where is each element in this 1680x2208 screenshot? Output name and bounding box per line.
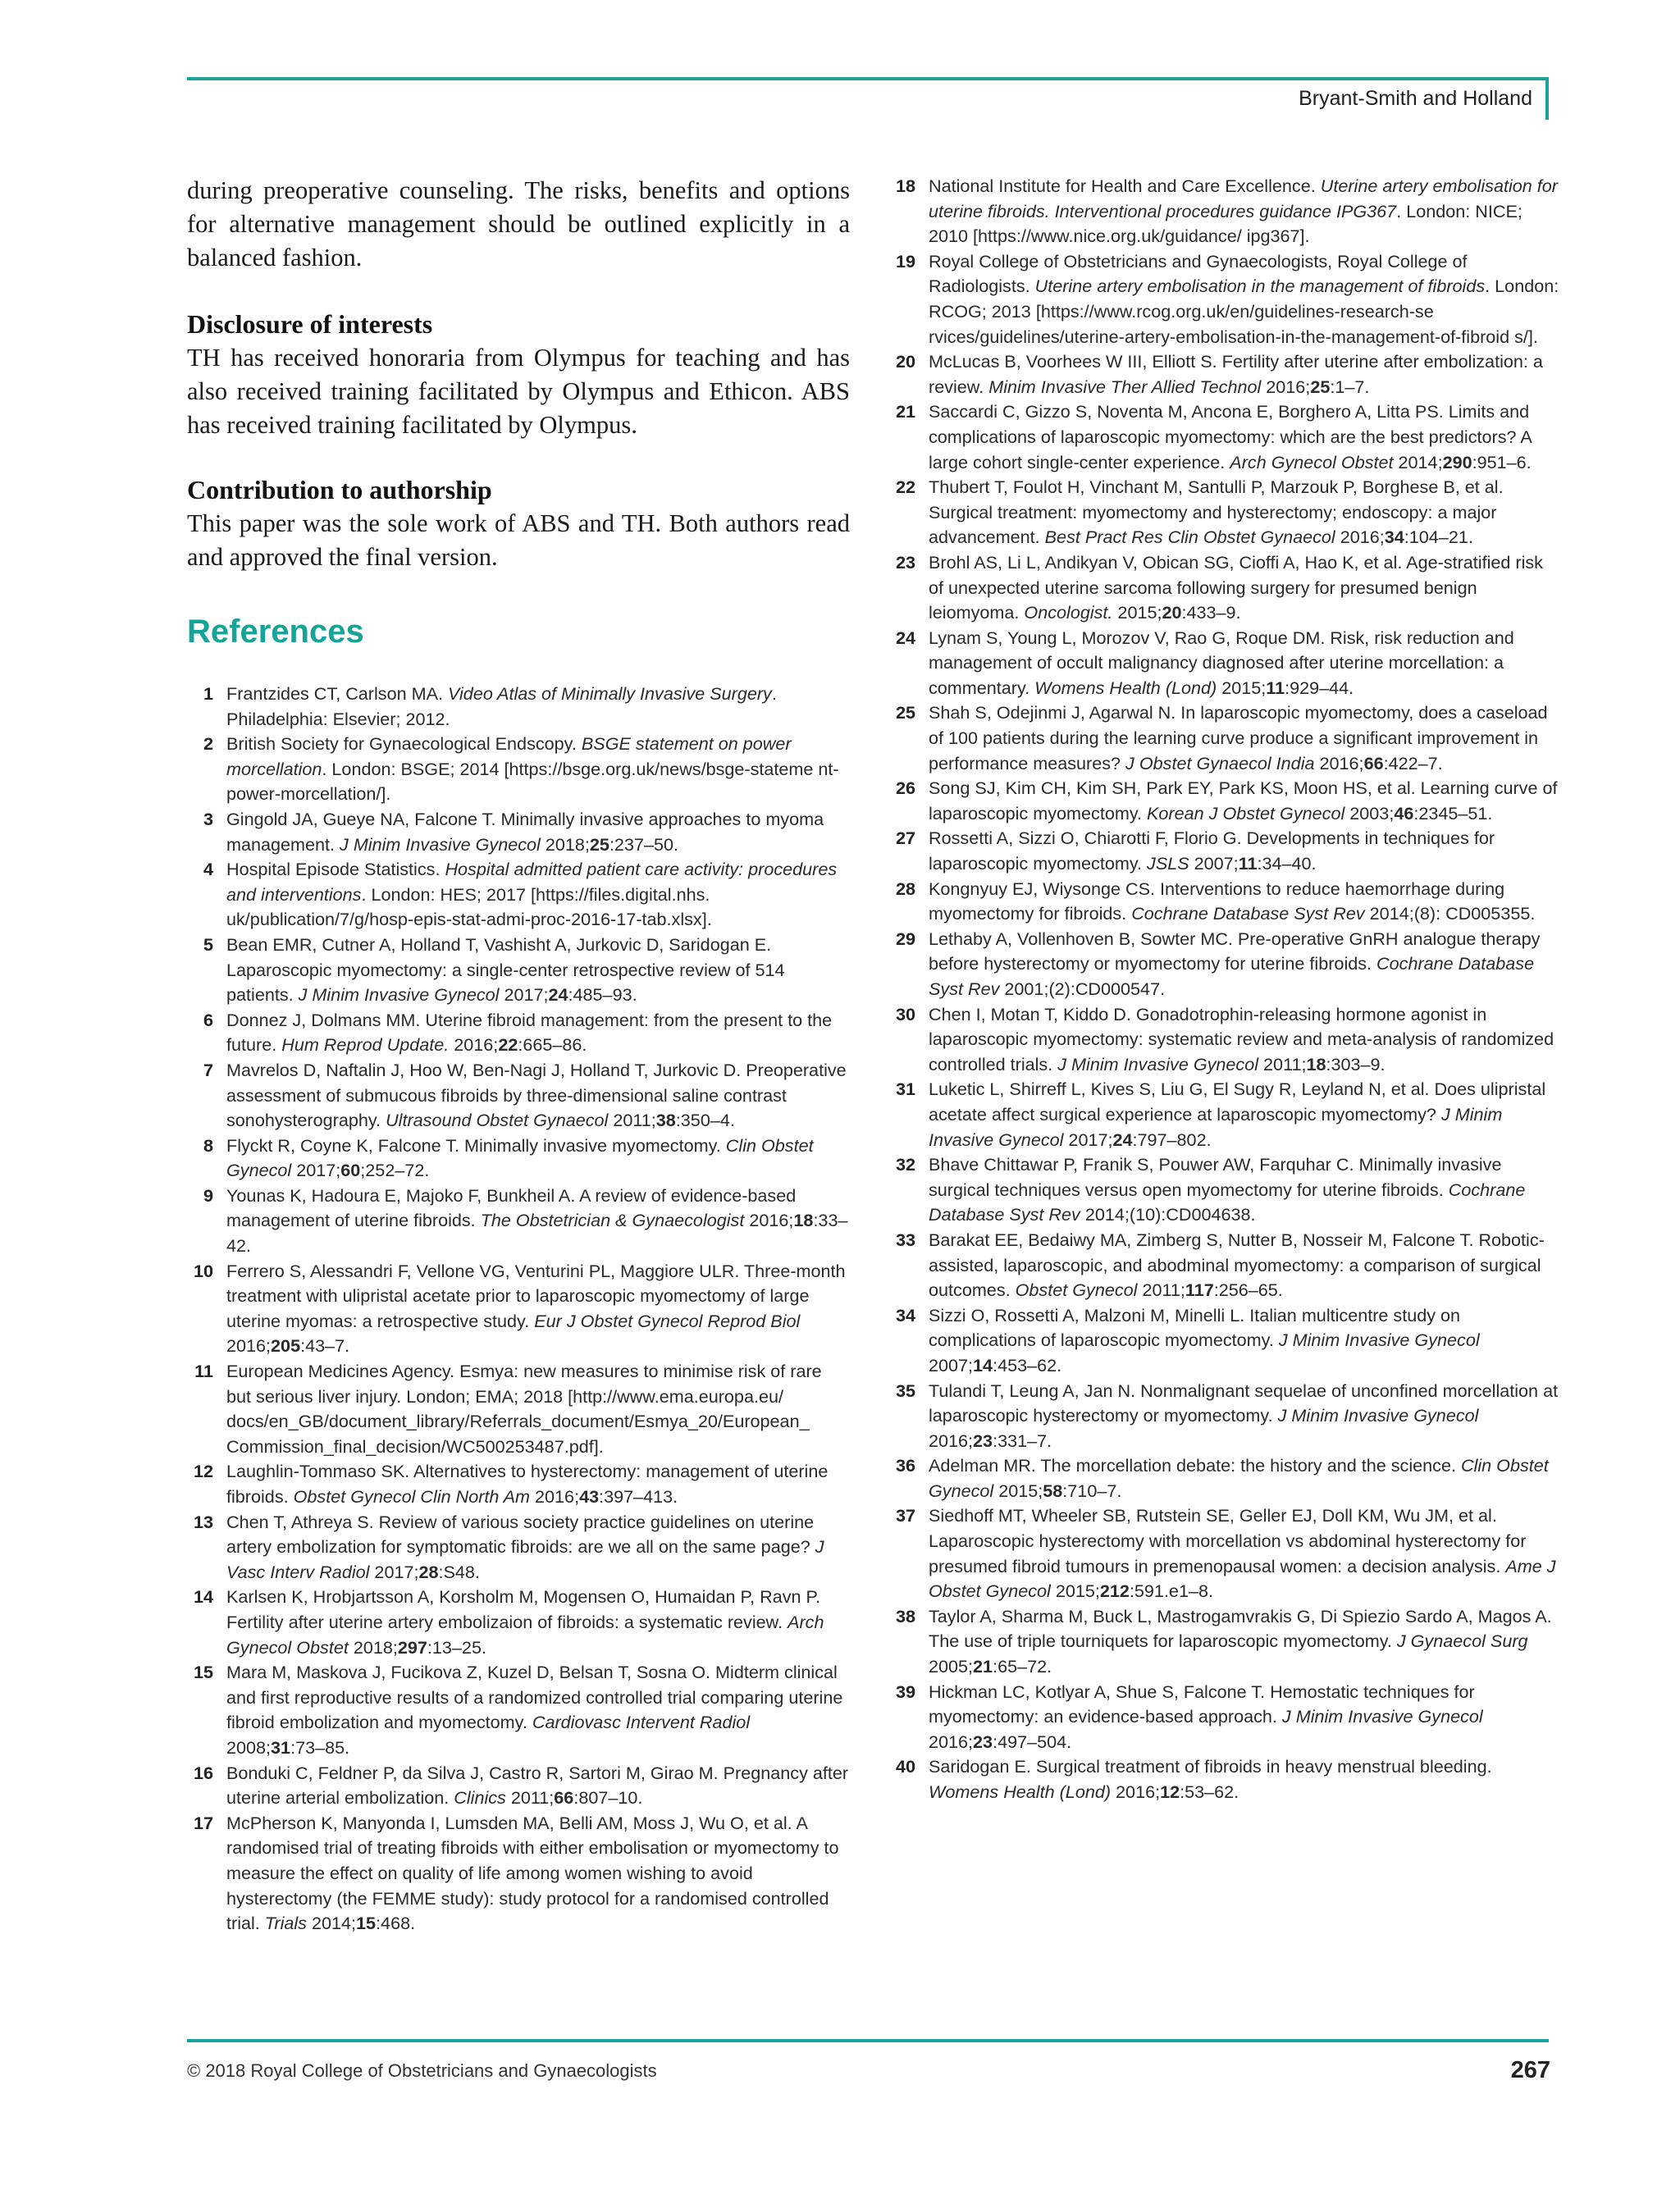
reference-item	[889, 475, 1562, 550]
reference-item	[889, 1002, 1562, 1078]
reference-list-right	[889, 174, 1562, 1805]
reference-number: 16	[193, 1762, 213, 1783]
reference-number: 15	[193, 1662, 213, 1683]
reference-number: 40	[895, 1756, 915, 1777]
reference-number: 19	[895, 250, 915, 271]
reference-number: 23	[895, 551, 915, 573]
contribution-text: This paper was the sole work of ABS and TH. Both authors read and approved the final version.	[187, 509, 850, 571]
reference-number: 27	[895, 828, 915, 849]
reference-number: 13	[193, 1511, 213, 1532]
footer-copyright: © 2018 Royal College of Obstetricians and Gynaecologists	[187, 2060, 657, 2081]
reference-item	[889, 877, 1562, 927]
reference-number: 39	[895, 1681, 915, 1702]
running-head: Bryant-Smith and Holland	[1299, 87, 1532, 110]
reference-number: 17	[193, 1812, 213, 1833]
reference-text: Royal College of Obstetricians and Gynaecologists, Royal College of Radiologists. Uterine artery embolisation in the management of fibroids. London: RCOG; 2013 [https://www.rcog.org.uk/en/guidelines-research-se rvices/guidelines/uterine-artery-embolisation-in-the-management-of-fibroid s/].	[929, 250, 1559, 347]
reference-item	[889, 1379, 1562, 1454]
reference-number: 30	[895, 1003, 915, 1024]
reference-item	[889, 550, 1562, 626]
reference-item	[889, 1604, 1562, 1680]
contribution-heading: Contribution to authorship	[187, 475, 492, 504]
reference-text: Siedhoff MT, Wheeler SB, Rutstein SE, Geller EJ, Doll KM, Wu JM, et al. Laparoscopic hysterectomy with morcellation vs abdominal hysterectomy for presumed fibroid tumours in premenopausal women: a decision analysis. Ame J Obstet Gynecol 2015;212:591.e1–8.	[929, 1505, 1556, 1602]
reference-number: 32	[895, 1154, 915, 1175]
reference-item	[889, 826, 1562, 876]
reference-number: 34	[895, 1304, 915, 1325]
reference-text: McPherson K, Manyonda I, Lumsden MA, Belli AM, Moss J, Wu O, et al. A randomised trial of treating fibroids with either embolisation or myomectomy to measure the effect on quality of life among women wishing to avoid hysterectomy (the FEMME study): study protocol for a randomised controlled trial. Trials 2014;15:468.	[226, 1812, 839, 1934]
reference-item	[889, 1303, 1562, 1379]
reference-number: 25	[895, 702, 915, 723]
reference-item	[889, 700, 1562, 776]
reference-number: 35	[895, 1380, 915, 1401]
reference-item	[187, 1359, 850, 1459]
reference-text: Kongnyuy EJ, Wiysonge CS. Interventions to reduce haemorrhage during myomectomy for fibroids. Cochrane Database Syst Rev 2014;(8): CD005355.	[929, 878, 1536, 924]
reference-number: 12	[193, 1461, 213, 1482]
reference-text: Saccardi C, Gizzo S, Noventa M, Ancona E, Borghero A, Litta PS. Limits and complications of laparoscopic myomectomy: which are the best predictors? A large cohort single-center experience. Arch Gynecol Obstet 2014;290:951–6.	[929, 401, 1532, 472]
reference-text: European Medicines Agency. Esmya: new measures to minimise risk of rare but serious liver injury. London; EMA; 2018 [http://www.ema.europa.eu/ docs/en_GB/document_library/Referrals_document/Esmya_20/European_ Commission_final_decision/WC500253487.pdf].	[226, 1361, 822, 1457]
references-heading: References	[187, 614, 364, 650]
reference-text: Chen I, Motan T, Kiddo D. Gonadotrophin-releasing hormone agonist in laparoscopic myomectomy: systematic review and meta-analysis of randomized controlled trials. J Minim Invasive Gynecol 2011;18:303–9.	[929, 1003, 1554, 1074]
reference-text: McLucas B, Voorhees W III, Elliott S. Fertility after uterine after embolization: a review. Minim Invasive Ther Allied Technol 2016;25:1–7.	[929, 351, 1543, 397]
reference-number: 18	[895, 176, 915, 196]
reference-list-left	[187, 682, 850, 1937]
disclosure-text: TH has received honoraria from Olympus for teaching and has also received training facilitated by Olympus and Ethicon. ABS has received training facilitated by Olympus.	[187, 344, 850, 439]
reference-item	[187, 1811, 850, 1937]
reference-text: Lethaby A, Vollenhoven B, Sowter MC. Pre-operative GnRH analogue therapy before hysterectomy or myomectomy for uterine fibroids. Cochrane Database Syst Rev 2001;(2):CD000547.	[929, 928, 1541, 999]
reference-number: 28	[895, 878, 915, 899]
reference-item	[187, 1134, 850, 1184]
reference-number: 3	[203, 808, 213, 829]
reference-number: 22	[895, 477, 915, 498]
footer-rule	[187, 2039, 1549, 2042]
reference-number: 4	[203, 859, 213, 880]
reference-number: 36	[895, 1455, 915, 1476]
reference-number: 11	[194, 1361, 213, 1382]
reference-number: 5	[203, 933, 213, 955]
left-column	[187, 174, 850, 650]
reference-text: National Institute for Health and Care Excellence. Uterine artery embolisation for uterine fibroids. Interventional procedures guidance IPG367. London: NICE; 2010 [https://www.nice.org.uk/guidance/ ipg367].	[929, 176, 1558, 247]
reference-number: 10	[193, 1260, 213, 1281]
reference-item	[187, 1761, 850, 1811]
reference-item	[187, 1259, 850, 1359]
reference-text: Tulandi T, Leung A, Jan N. Nonmalignant sequelae of unconfined morcellation at laparoscopic hysterectomy or myomectomy. J Minim Invasive Gynecol 2016;23:331–7.	[929, 1380, 1559, 1451]
reference-text: Luketic L, Shirreff L, Kives S, Liu G, El Sugy R, Leyland N, et al. Does ulipristal acetate affect surgical experience at laparoscopic myomectomy? J Minim Invasive Gynecol 2017;24:797–802.	[929, 1079, 1546, 1150]
reference-text: Bonduki C, Feldner P, da Silva J, Castro R, Sartori M, Girao M. Pregnancy after uterine arterial embolization. Clinics 2011;66:807–10.	[226, 1762, 849, 1809]
reference-item	[187, 1184, 850, 1259]
reference-item	[889, 1680, 1562, 1755]
reference-number: 6	[203, 1009, 213, 1030]
reference-number: 21	[895, 401, 915, 422]
reference-text: Karlsen K, Hrobjartsson A, Korsholm M, Mogensen O, Humaidan P, Ravn P. Fertility after uterine artery embolizaion of fibroids: a systematic review. Arch Gynecol Obstet 2018;297:13–25.	[226, 1586, 824, 1658]
reference-text: Thubert T, Foulot H, Vinchant M, Santulli P, Marzouk P, Borghese B, et al. Surgical treatment: myomectomy and hysterectomy; endoscopy: a major advancement. Best Pract Res Clin Obstet Gynaecol 2016;34:104–21.	[929, 477, 1504, 548]
reference-number: 14	[193, 1586, 213, 1608]
reference-number: 33	[895, 1229, 915, 1250]
reference-item	[187, 807, 850, 857]
reference-text: Donnez J, Dolmans MM. Uterine fibroid management: from the present to the future. Hum Reprod Update. 2016;22:665–86.	[226, 1009, 833, 1056]
reference-item	[889, 349, 1562, 399]
reference-item	[889, 1503, 1562, 1604]
header-rule-tick	[1545, 77, 1549, 120]
reference-text: Bean EMR, Cutner A, Holland T, Vashisht A, Jurkovic D, Saridogan E. Laparoscopic myomectomy: a single-center retrospective review of 514 patients. J Minim Invasive Gynecol 2017;24:485–93.	[226, 933, 785, 1006]
reference-item	[889, 1228, 1562, 1303]
reference-number: 7	[203, 1059, 213, 1080]
reference-number: 38	[895, 1605, 915, 1626]
reference-item	[889, 927, 1562, 1002]
reference-text: Shah S, Odejinmi J, Agarwal N. In laparoscopic myomectomy, does a caseload of 100 patients during the learning curve produce a significant improvement in performance measures? J Obstet Gynaecol India 2016;66:422–7.	[929, 702, 1548, 773]
reference-item	[889, 1453, 1562, 1503]
reference-number: 24	[895, 627, 915, 648]
reference-text: Mara M, Maskova J, Fucikova Z, Kuzel D, Belsan T, Sosna O. Midterm clinical and first reproductive results of a randomized controlled trial comparing uterine fibroid embolization and myomectomy. Cardiovasc Intervent Radiol 2008;31:73–85.	[226, 1662, 843, 1758]
reference-text: Gingold JA, Gueye NA, Falcone T. Minimally invasive approaches to myoma management. J Minim Invasive Gynecol 2018;25:237–50.	[226, 808, 824, 855]
page-number: 267	[1510, 2057, 1550, 2083]
reference-text: Mavrelos D, Naftalin J, Hoo W, Ben-Nagi J, Holland T, Jurkovic D. Preoperative assessment of submucous fibroids by three-dimensional saline contrast sonohysterography. Ultrasound Obstet Gynaecol 2011;38:350–4.	[226, 1059, 847, 1131]
reference-item	[889, 174, 1562, 249]
reference-number: 1	[203, 683, 213, 704]
reference-number: 26	[895, 778, 915, 799]
reference-text: Laughlin-Tommaso SK. Alternatives to hysterectomy: management of uterine fibroids. Obstet Gynecol Clin North Am 2016;43:397–413.	[226, 1461, 829, 1507]
reference-item	[187, 682, 850, 732]
reference-text: Sizzi O, Rossetti A, Malzoni M, Minelli L. Italian multicentre study on complications of laparoscopic myomectomy. J Minim Invasive Gynecol 2007;14:453–62.	[929, 1304, 1480, 1375]
reference-item	[889, 399, 1562, 475]
reference-number: 8	[203, 1134, 213, 1156]
reference-item	[187, 1459, 850, 1509]
reference-item	[187, 1660, 850, 1760]
reference-text: Younas K, Hadoura E, Majoko F, Bunkheil A. A review of evidence-based management of uterine fibroids. The Obstetrician & Gynaecologist 2016;18:33–42.	[226, 1184, 848, 1257]
reference-text: Saridogan E. Surgical treatment of fibroids in heavy menstrual bleeding. Womens Health (Lond) 2016;12:53–62.	[929, 1756, 1492, 1802]
header-rule	[187, 77, 1549, 80]
reference-item	[187, 933, 850, 1008]
reference-text: Brohl AS, Li L, Andikyan V, Obican SG, Cioffi A, Hao K, et al. Age-stratified risk of unexpected uterine sarcoma following surgery for presumed benign leiomyoma. Oncologist. 2015;20:433–9.	[929, 551, 1543, 623]
reference-item	[187, 857, 850, 933]
reference-text: Rossetti A, Sizzi O, Chiarotti F, Florio G. Developments in techniques for laparoscopic myomectomy. JSLS 2007;11:34–40.	[929, 828, 1495, 874]
reference-text: Chen T, Athreya S. Review of various society practice guidelines on uterine artery embolization for symptomatic fibroids: are we all on the same page? J Vasc Interv Radiol 2017;28:S48.	[226, 1511, 824, 1582]
reference-number: 9	[203, 1184, 213, 1206]
reference-item	[187, 1510, 850, 1585]
intro-paragraph: during preoperative counseling. The risks, benefits and options for alternative management should be outlined explicitly in a balanced fashion.	[187, 176, 850, 271]
reference-text: Frantzides CT, Carlson MA. Video Atlas of Minimally Invasive Surgery. Philadelphia: Elsevier; 2012.	[226, 683, 777, 729]
reference-item	[187, 1058, 850, 1134]
reference-item	[889, 249, 1562, 349]
reference-number: 20	[895, 351, 915, 372]
reference-text: Bhave Chittawar P, Franik S, Pouwer AW, Farquhar C. Minimally invasive surgical techniques versus open myomectomy for uterine fibroids. Cochrane Database Syst Rev 2014;(10):CD004638.	[929, 1154, 1526, 1225]
reference-item	[889, 776, 1562, 826]
disclosure-heading: Disclosure of interests	[187, 309, 433, 339]
reference-item	[187, 1585, 850, 1660]
reference-text: Taylor A, Sharma M, Buck L, Mastrogamvrakis G, Di Spiezio Sardo A, Magos A. The use of triple tourniquets for laparoscopic myomectomy. J Gynaecol Surg 2005;21:65–72.	[929, 1605, 1552, 1677]
reference-text: Adelman MR. The morcellation debate: the history and the science. Clin Obstet Gynecol 2015;58:710–7.	[929, 1455, 1549, 1501]
reference-item	[889, 1754, 1562, 1804]
reference-number: 29	[895, 928, 915, 949]
reference-text: Lynam S, Young L, Morozov V, Rao G, Roque DM. Risk, risk reduction and management of occult malignancy diagnosed after uterine morcellation: a commentary. Womens Health (Lond) 2015;11:929–44.	[929, 627, 1514, 698]
reference-item	[889, 1077, 1562, 1152]
reference-number: 31	[895, 1079, 915, 1100]
reference-text: Ferrero S, Alessandri F, Vellone VG, Venturini PL, Maggiore ULR. Three-month treatment with ulipristal acetate prior to laparoscopic myomectomy of large uterine myomas: a retrospective study. Eur J Obstet Gynecol Reprod Biol 2016;205:43–7.	[226, 1260, 846, 1357]
reference-text: Barakat EE, Bedaiwy MA, Zimberg S, Nutter B, Nosseir M, Falcone T. Robotic-assisted, laparoscopic, and abodminal myomectomy: a comparison of surgical outcomes. Obstet Gynecol 2011;117:256–65.	[929, 1229, 1545, 1301]
reference-text: Hickman LC, Kotlyar A, Shue S, Falcone T. Hemostatic techniques for myomectomy: an evidence-based approach. J Minim Invasive Gynecol 2016;23:497–504.	[929, 1681, 1483, 1752]
reference-item	[187, 1008, 850, 1058]
reference-text: Song SJ, Kim CH, Kim SH, Park EY, Park KS, Moon HS, et al. Learning curve of laparoscopic myomectomy. Korean J Obstet Gynecol 2003;46:2345–51.	[929, 778, 1558, 823]
reference-item	[889, 626, 1562, 701]
reference-text: British Society for Gynaecological Endscopy. BSGE statement on power morcellation. London: BSGE; 2014 [https://bsge.org.uk/news/bsge-stateme nt-power-morcellation/].	[226, 733, 839, 805]
reference-text: Hospital Episode Statistics. Hospital admitted patient care activity: procedures and interventions. London: HES; 2017 [https://files.digital.nhs. uk/publication/7/g/hosp-epis-stat-admi-proc-2016-17-tab.xlsx].	[226, 859, 838, 930]
reference-number: 37	[895, 1505, 915, 1526]
reference-item	[187, 732, 850, 807]
reference-number: 2	[203, 733, 213, 755]
reference-item	[889, 1152, 1562, 1228]
reference-text: Flyckt R, Coyne K, Falcone T. Minimally invasive myomectomy. Clin Obstet Gynecol 2017;60;252–72.	[226, 1134, 814, 1181]
